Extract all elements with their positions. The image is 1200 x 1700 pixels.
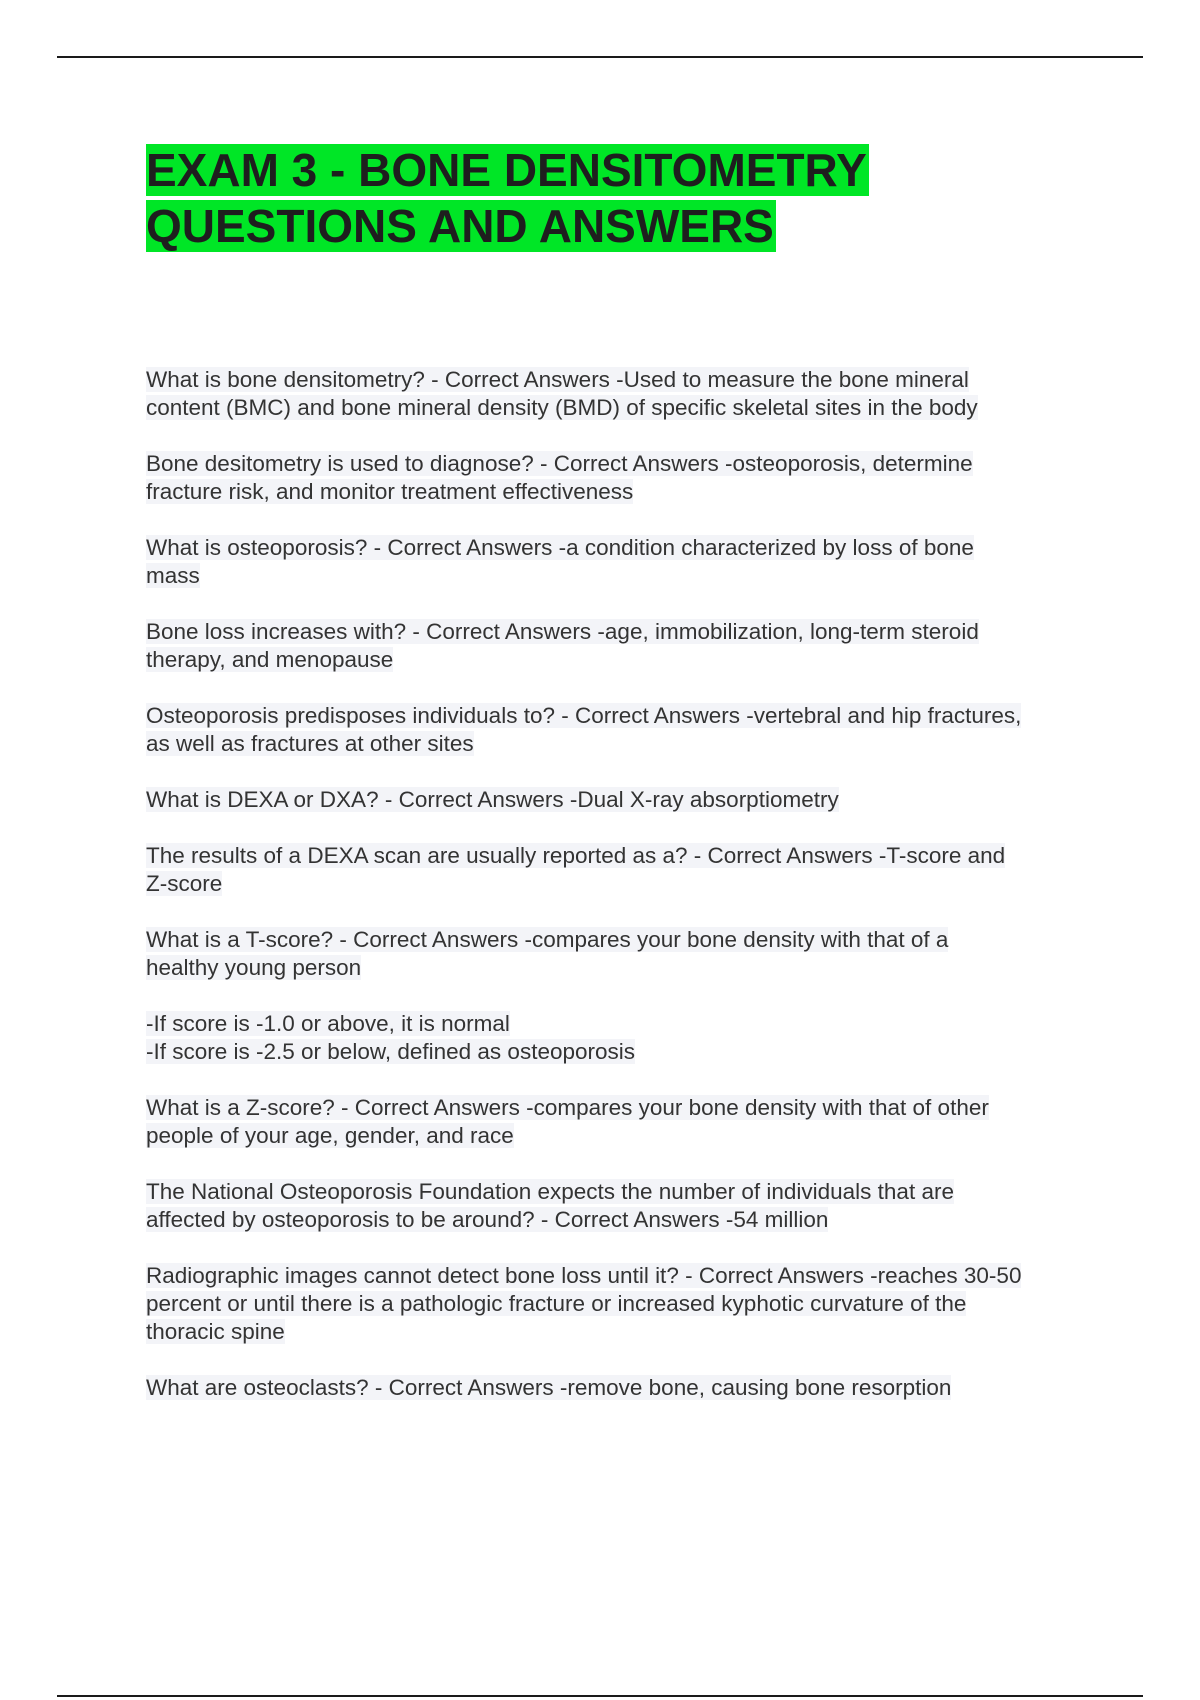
qa-text: What are osteoclasts? - Correct Answers -remove bone, causing bone resorption (146, 1375, 952, 1400)
qa-paragraph (146, 1374, 1096, 1402)
qa-paragraph (146, 1178, 1096, 1234)
qa-text: The results of a DEXA scan are usually reported as a? - Correct Answers -T-score and Z-score (146, 843, 1006, 896)
header-rule (57, 56, 1143, 58)
qa-text: What is a Z-score? - Correct Answers -compares your bone density with that of other people of your age, gender, and race (146, 1095, 989, 1148)
qa-paragraph (146, 1262, 1096, 1346)
qa-paragraph (146, 786, 1096, 814)
qa-text: Bone loss increases with? - Correct Answers -age, immobilization, long-term steroid therapy, and menopause (146, 619, 979, 672)
title-line-1: EXAM 3 - BONE DENSITOMETRY (146, 144, 867, 196)
qa-paragraph (146, 618, 1096, 674)
title-line-2: QUESTIONS AND ANSWERS (146, 200, 774, 252)
document-title (146, 142, 1096, 254)
qa-paragraph (146, 450, 1096, 506)
qa-text: Osteoporosis predisposes individuals to? - Correct Answers -vertebral and hip fractures, as well as fractures at other sites (146, 703, 1022, 756)
qa-text: Bone desitometry is used to diagnose? - Correct Answers -osteoporosis, determine fracture risk, and monitor treatment effectiveness (146, 451, 973, 504)
qa-paragraph (146, 702, 1096, 758)
qa-paragraph (146, 534, 1096, 590)
qa-paragraph (146, 1010, 1096, 1066)
qa-text: What is a T-score? - Correct Answers -compares your bone density with that of a healthy young person (146, 927, 949, 980)
qa-text: The National Osteoporosis Foundation expects the number of individuals that are affected by osteoporosis to be around? - Correct Answers -54 million (146, 1179, 954, 1232)
qa-list (146, 366, 1096, 1402)
qa-text: What is bone densitometry? - Correct Answers -Used to measure the bone mineral content (BMC) and bone mineral density (BMD) of specific skeletal sites in the body (146, 367, 978, 420)
qa-paragraph (146, 366, 1096, 422)
qa-text: -If score is -1.0 or above, it is normal -If score is -2.5 or below, defined as osteoporosis (146, 1011, 636, 1064)
qa-paragraph (146, 926, 1096, 982)
qa-paragraph (146, 842, 1096, 898)
qa-text: What is DEXA or DXA? - Correct Answers -Dual X-ray absorptiometry (146, 787, 839, 812)
footer-rule (57, 1695, 1143, 1697)
document-body (146, 142, 1096, 1430)
qa-text: What is osteoporosis? - Correct Answers -a condition characterized by loss of bone mass (146, 535, 974, 588)
qa-text: Radiographic images cannot detect bone loss until it? - Correct Answers -reaches 30-50 percent or until there is a pathologic fracture or increased kyphotic curvature of the thoracic spine (146, 1263, 1022, 1344)
qa-paragraph (146, 1094, 1096, 1150)
